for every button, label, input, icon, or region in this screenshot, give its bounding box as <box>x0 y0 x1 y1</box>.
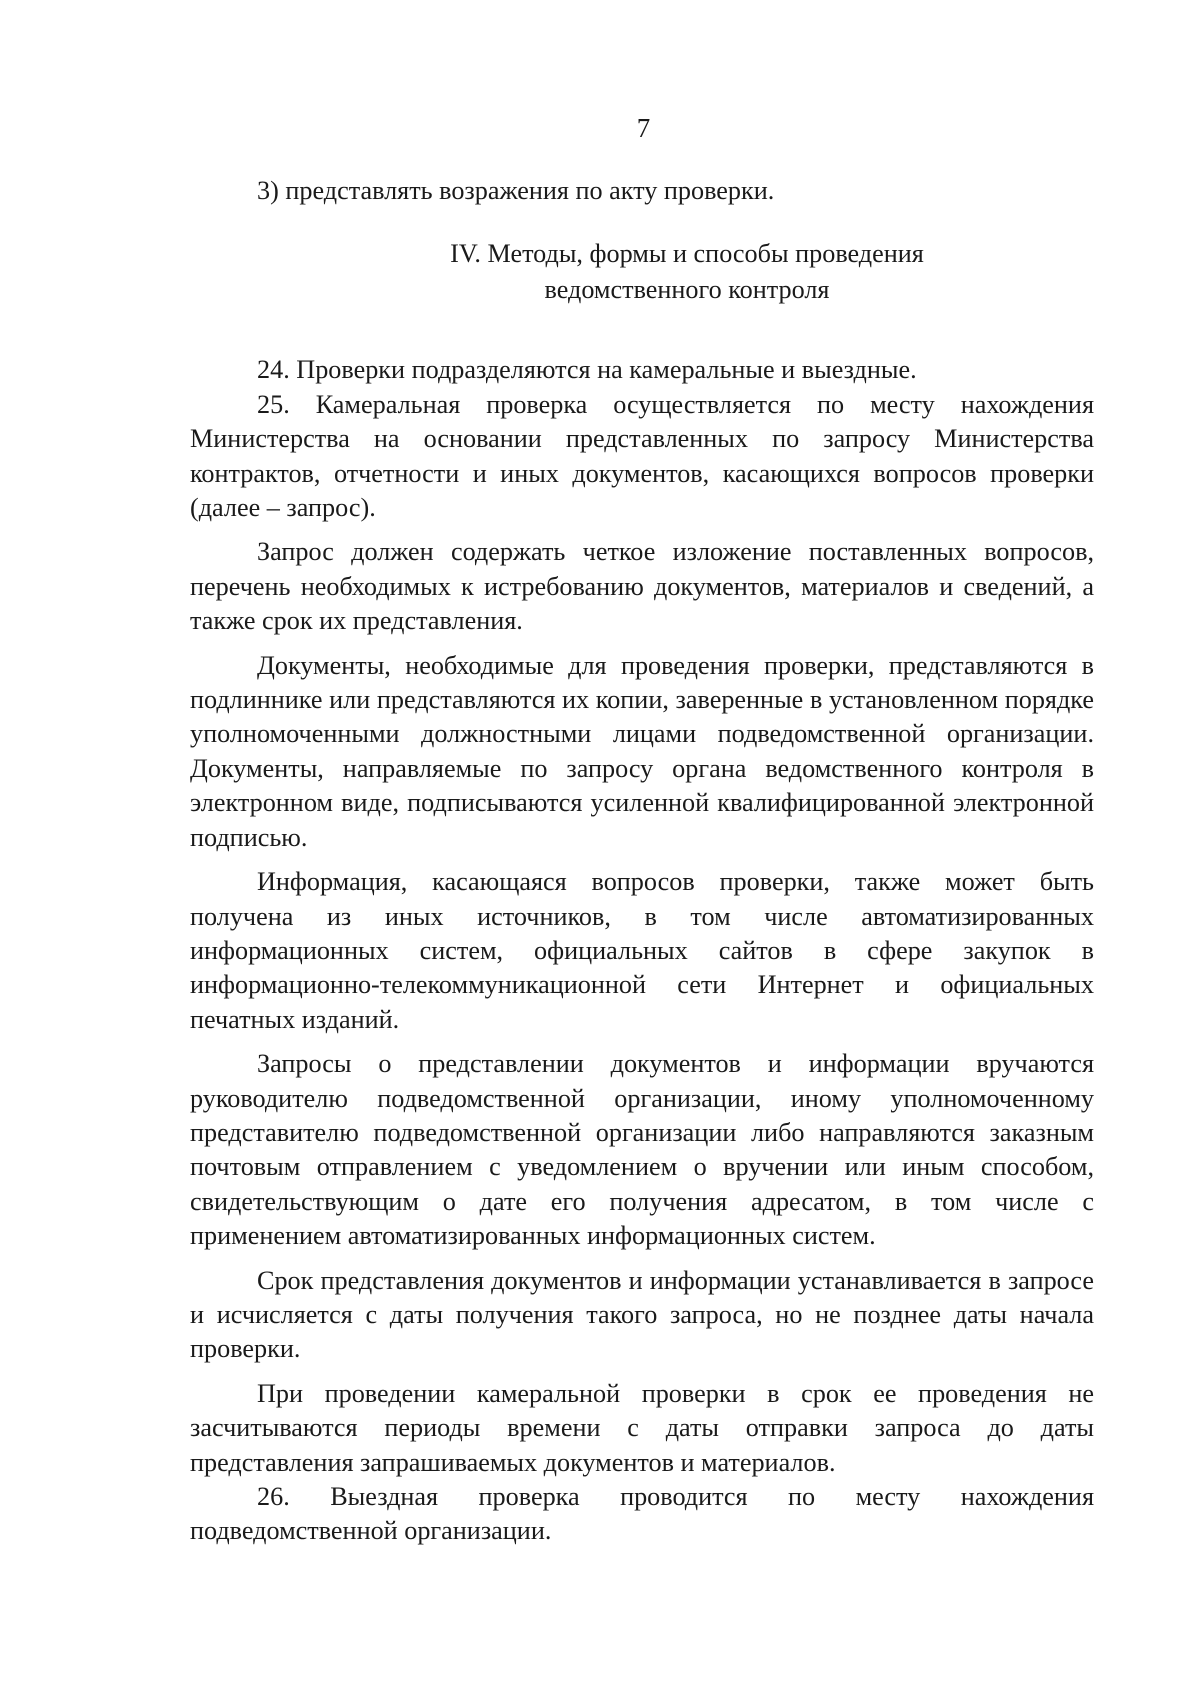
paragraph: Запрос должен содержать четкое изложение поставленных вопросов, перечень необходимых к истребованию документов, материалов и сведений, а также срок их представления. <box>190 537 1094 636</box>
section-heading-line-1: IV. Методы, формы и способы проведения <box>450 239 924 269</box>
paragraph: Документы, необходимые для проведения проверки, представляются в подлиннике или представляются их копии, заверенные в установленном порядке уполномоченными должностными лицами подведомственной организации. Документы, направляемые по запросу органа ведомственного контроля в электронном виде, подписываются усиленной квалифицированной электронной подписью. <box>190 650 1094 852</box>
paragraph-26: 26. Выездная проверка проводится по месту нахождения подведомственной организации. <box>190 1482 1094 1546</box>
document-body <box>190 174 1094 1549</box>
paragraph: Запросы о представлении документов и информации вручаются руководителю подведомственной организации, иному уполномоченному представителю подведомственной организации либо направляются заказным почтовым отправлением с уведомлением о вручении или иным способом, свидетельствующим о дате его получения адресатом, в том числе с применением автоматизированных информационных систем. <box>190 1049 1094 1251</box>
section-heading-line-2: ведомственного контроля <box>544 275 830 305</box>
paragraph-25: 25. Камеральная проверка осуществляется по месту нахождения Министерства на основании представленных по запросу Министерства контрактов, отчетности и иных документов, касающихся вопросов проверки (далее – запрос). <box>190 389 1094 523</box>
paragraph: При проведении камеральной проверки в срок ее проведения не засчитываются периоды времени с даты отправки запроса до даты представления запрашиваемых документов и материалов. <box>190 1378 1094 1477</box>
paragraph: Информация, касающаяся вопросов проверки, также может быть получена из иных источников, в том числе автоматизированных информационных систем, официальных сайтов в сфере закупок в информационно-телекоммуникационной сети Интернет и официальных печатных изданий. <box>190 867 1094 1034</box>
section-heading <box>190 236 1094 308</box>
paragraph: Срок представления документов и информации устанавливается в запросе и исчисляется с даты получения такого запроса, но не позднее даты начала проверки. <box>190 1265 1094 1364</box>
page-number: 7 <box>636 113 651 143</box>
paragraph-24: 24. Проверки подразделяются на камеральные и выездные. <box>257 355 917 385</box>
paragraph: 3) представлять возражения по акту проверки. <box>257 176 775 205</box>
